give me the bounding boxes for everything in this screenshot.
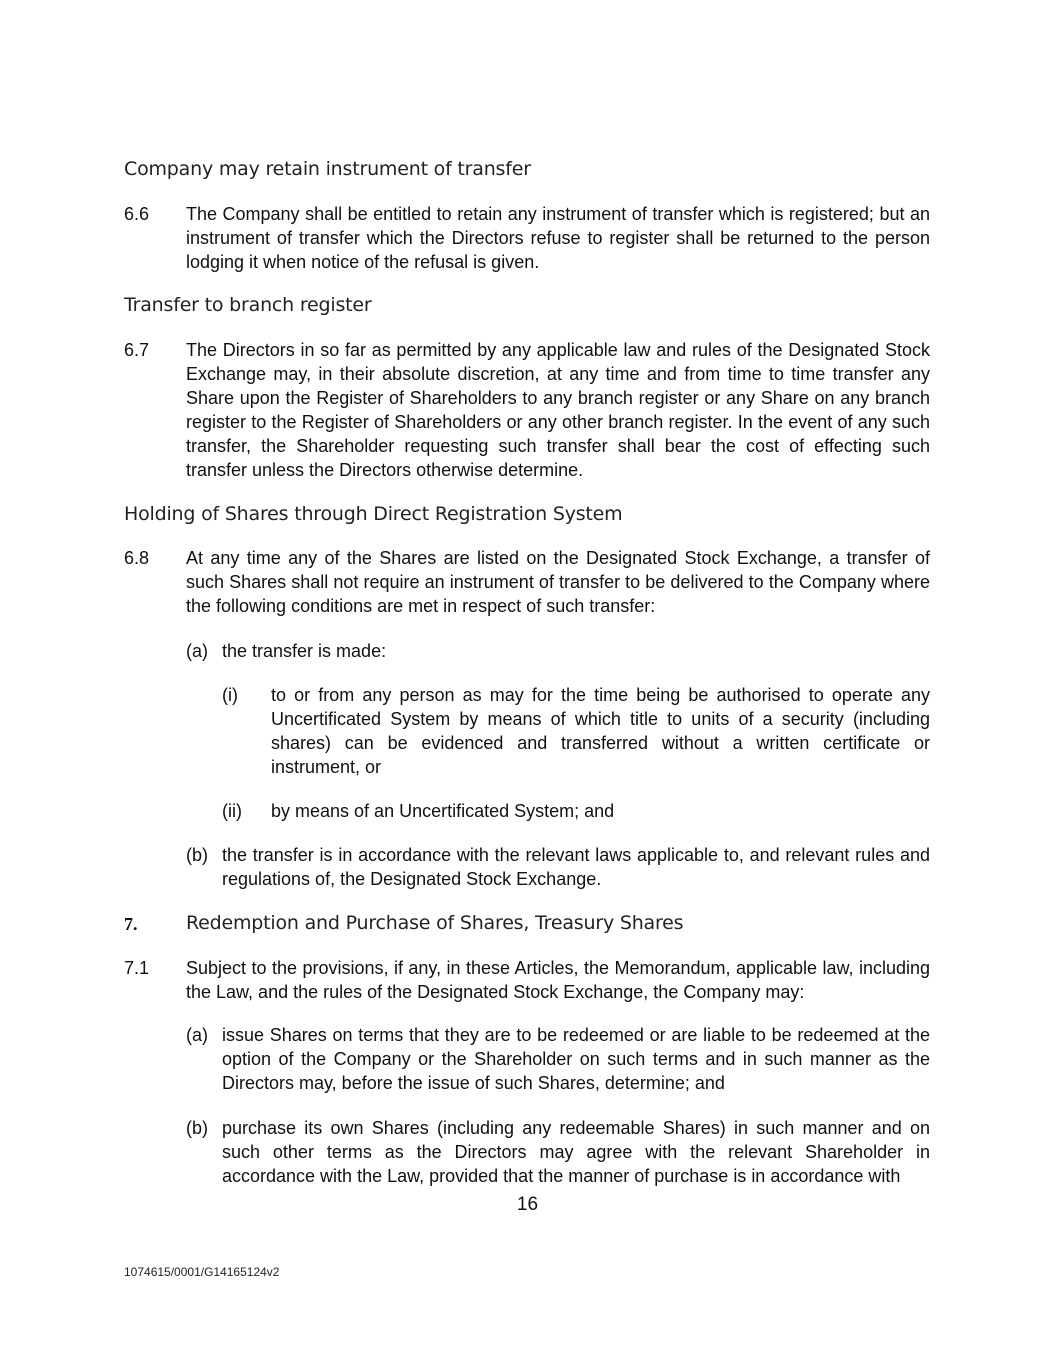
heading-6-8: Holding of Shares through Direct Registration System xyxy=(124,503,623,525)
page-number: 16 xyxy=(516,1194,539,1215)
clause-6-8-text: At any time any of the Shares are listed on the Designated Stock Exchange, a transfer of such Shares shall not require an instrument of transfer to be delivered to the Company where the following conditions are met in respect of such transfer: xyxy=(186,548,930,616)
clause-7-1-text: Subject to the provisions, if any, in these Articles, the Memorandum, applicable law, including the Law, and the rules of the Designated Stock Exchange, the Company may: xyxy=(186,958,930,1002)
heading-7: Redemption and Purchase of Shares, Treasury Shares xyxy=(186,912,684,934)
clause-number-7-1: 7.1 xyxy=(124,958,150,978)
sub-label-7-1-a: (a) xyxy=(186,1025,208,1045)
sub-clause-6-8-a-i-text: to or from any person as may for the time being be authorised to operate any Uncertificated System by means of which title to units of a security (including shares) can be evidenced and transferred without a written certificate or instrument, or xyxy=(271,685,930,777)
sub-clause-6-8-b-text: the transfer is in accordance with the relevant laws applicable to, and relevant rules and regulations of, the Designated Stock Exchange. xyxy=(222,845,930,889)
clause-number-6-7: 6.7 xyxy=(124,340,150,360)
sub-label-6-8-a-i: (i) xyxy=(222,685,238,705)
heading-6-7: Transfer to branch register xyxy=(124,294,372,316)
clause-number-6-6: 6.6 xyxy=(124,204,150,224)
document-reference: 1074615/0001/G14165124v2 xyxy=(124,1265,280,1279)
sub-label-7-1-b: (b) xyxy=(186,1118,208,1138)
sub-clause-6-8-a-ii-text: by means of an Uncertificated System; and xyxy=(271,801,615,821)
sub-clause-7-1-a-text: issue Shares on terms that they are to be redeemed or are liable to be redeemed at the option of the Company or the Shareholder on such terms and in such manner as the Directors may, before the issue of such Shares, determine; and xyxy=(222,1025,930,1093)
section-number-7: 7. xyxy=(124,914,138,934)
clause-6-7-text: The Directors in so far as permitted by any applicable law and rules of the Designated Stock Exchange may, in their absolute discretion, at any time and from time to time transfer any Share upon the Register of Shareholders to any branch register or any Share on any branch register to the Register of Shareholders or any other branch register. In the event of any such transfer, the Shareholder requesting such transfer shall bear the cost of effecting such transfer unless the Directors otherwise determine. xyxy=(186,340,930,480)
clause-number-6-8: 6.8 xyxy=(124,548,150,568)
sub-label-6-8-b: (b) xyxy=(186,845,208,865)
heading-6-6: Company may retain instrument of transfer xyxy=(124,158,531,180)
sub-clause-7-1-b-text: purchase its own Shares (including any redeemable Shares) in such manner and on such other terms as the Directors may agree with the relevant Shareholder in accordance with the Law, provided that the manner of purchase is in accordance with xyxy=(222,1118,930,1186)
sub-label-6-8-a: (a) xyxy=(186,641,208,661)
clause-6-6-text: The Company shall be entitled to retain any instrument of transfer which is registered; but an instrument of transfer which the Directors refuse to register shall be returned to the person lodging it when notice of the refusal is given. xyxy=(186,204,930,272)
sub-label-6-8-a-ii: (ii) xyxy=(222,801,242,821)
sub-clause-6-8-a-text: the transfer is made: xyxy=(222,641,387,661)
